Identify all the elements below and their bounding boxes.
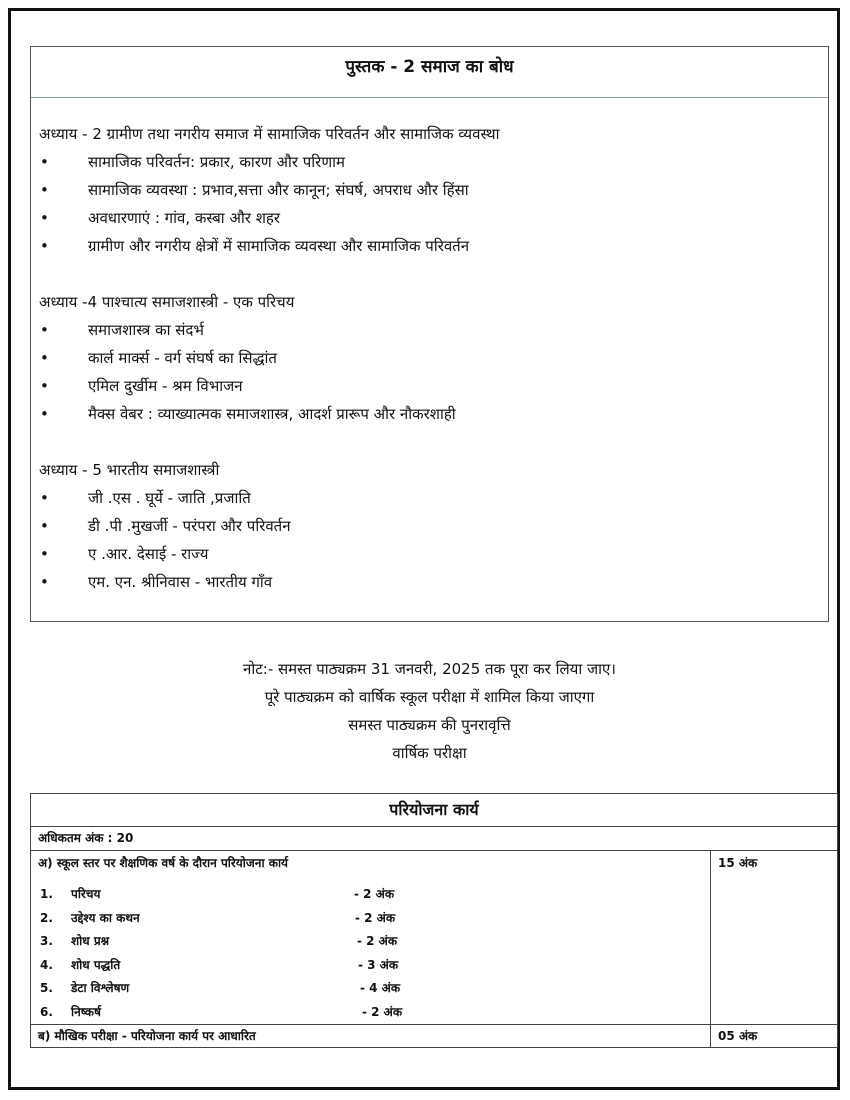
project-table — [30, 793, 838, 1048]
list-item — [39, 540, 828, 568]
bullet-icon: • — [40, 181, 49, 199]
topic-text: अवधारणाएं : गांव, कस्बा और शहर — [88, 209, 280, 227]
item-number: 4. — [40, 957, 53, 972]
chapter-topic-list — [39, 148, 828, 260]
list-item — [38, 930, 703, 954]
item-number: 3. — [40, 934, 53, 948]
book-box — [30, 46, 829, 622]
list-item — [38, 1001, 703, 1025]
chapter-title: अध्याय -4 पाश्चात्य समाजशास्त्री - एक परिचय — [39, 293, 295, 311]
book-title: पुस्तक - 2 समाज का बोध — [31, 47, 828, 98]
topic-text: डी .पी .मुखर्जी - परंपरा और परिवर्तन — [88, 517, 291, 535]
item-number: 5. — [40, 981, 53, 995]
item-marks: - 4 अंक — [360, 981, 401, 995]
list-item — [39, 176, 828, 204]
bullet-icon: • — [40, 153, 49, 171]
bullet-icon: • — [40, 237, 49, 255]
list-item — [38, 977, 703, 1001]
chapter-title: अध्याय - 2 ग्रामीण तथा नगरीय समाज में सामाजिक परिवर्तन और सामाजिक व्यवस्था — [39, 125, 500, 143]
list-item — [38, 954, 703, 978]
topic-text: कार्ल मार्क्स - वर्ग संघर्ष का सिद्धांत — [88, 349, 277, 367]
bullet-icon: • — [40, 209, 49, 227]
topic-text: सामाजिक परिवर्तन: प्रकार, कारण और परिणाम — [88, 153, 346, 171]
item-number: 2. — [40, 910, 53, 925]
bullet-icon: • — [40, 545, 49, 563]
item-number: 6. — [40, 1004, 53, 1019]
chapter-5 — [39, 456, 828, 596]
project-title: परियोजना कार्य — [31, 794, 838, 827]
topic-text: ए .आर. देसाई - राज्य — [88, 545, 209, 563]
chapter-4 — [39, 288, 828, 428]
item-label: शोध प्रश्न — [71, 934, 110, 948]
bullet-icon: • — [40, 405, 49, 423]
topic-text: एमिल दुर्खीम - श्रम विभाजन — [88, 377, 243, 395]
school-project-cell — [31, 851, 711, 1025]
topic-text: एम. एन. श्रीनिवास - भारतीय गाँव — [88, 573, 273, 591]
school-project-heading: अ) स्कूल स्तर पर शैक्षणिक वर्ष के दौरान परियोजना कार्य — [38, 856, 289, 870]
oral-exam-marks: 05 अंक — [711, 1025, 838, 1048]
notes-block — [30, 655, 829, 767]
list-item — [39, 148, 828, 176]
bullet-icon: • — [40, 489, 49, 507]
bullet-icon: • — [40, 573, 49, 591]
topic-text: जी .एस . घूर्ये - जाति ,प्रजाति — [88, 489, 251, 507]
list-item — [39, 512, 828, 540]
list-item — [39, 316, 828, 344]
chapter-topic-list — [39, 484, 828, 596]
list-item — [39, 484, 828, 512]
list-item — [39, 568, 828, 596]
list-item — [39, 204, 828, 232]
project-item-list — [38, 883, 703, 1024]
item-label: परिचय — [71, 887, 101, 901]
topic-text: समाजशास्त्र का संदर्भ — [88, 321, 204, 339]
item-marks: - 2 अंक — [362, 1004, 403, 1019]
list-item — [39, 372, 828, 400]
item-label: डेटा विश्लेषण — [71, 981, 130, 995]
list-item — [39, 344, 828, 372]
school-marks-cell — [711, 851, 838, 1025]
school-marks: 15 अंक — [718, 856, 758, 870]
note-line: नोट:- समस्त पाठ्यक्रम 31 जनवरी, 2025 तक पूरा कर लिया जाए। — [243, 660, 616, 678]
item-number: 1. — [40, 887, 53, 901]
item-label: उद्देश्य का कथन — [71, 910, 140, 925]
item-label: निष्कर्ष — [71, 1004, 101, 1019]
item-marks: - 3 अंक — [358, 957, 399, 972]
bullet-icon: • — [40, 377, 49, 395]
chapter-topic-list — [39, 316, 828, 428]
book-body — [31, 98, 828, 596]
note-line: पूरे पाठ्यक्रम को वार्षिक स्कूल परीक्षा में शामिल किया जाएगा — [264, 688, 595, 706]
oral-exam-label: ब) मौखिक परीक्षा - परियोजना कार्य पर आधारित — [31, 1025, 711, 1048]
note-line: समस्त पाठ्यक्रम की पुनरावृत्ति — [348, 716, 511, 734]
bullet-icon: • — [40, 349, 49, 367]
max-marks: अधिकतम अंक : 20 — [31, 827, 838, 851]
bullet-icon: • — [40, 517, 49, 535]
list-item — [39, 400, 828, 428]
item-marks: - 2 अंक — [354, 887, 395, 901]
chapter-2 — [39, 120, 828, 260]
list-item — [39, 232, 828, 260]
list-item — [38, 907, 703, 931]
item-marks: - 2 अंक — [357, 934, 398, 948]
item-marks: - 2 अंक — [355, 910, 396, 925]
topic-text: ग्रामीण और नगरीय क्षेत्रों में सामाजिक व्यवस्था और सामाजिक परिवर्तन — [88, 237, 470, 255]
topic-text: सामाजिक व्यवस्था : प्रभाव,सत्ता और कानून; संघर्ष, अपराध और हिंसा — [88, 181, 469, 199]
topic-text: मैक्स वेबर : व्याख्यात्मक समाजशास्त्र, आदर्श प्रारूप और नौकरशाही — [88, 405, 456, 423]
note-line: वार्षिक परीक्षा — [392, 744, 467, 762]
chapter-title: अध्याय - 5 भारतीय समाजशास्त्री — [39, 461, 220, 479]
item-label: शोध पद्धति — [71, 957, 121, 972]
list-item — [38, 883, 703, 907]
bullet-icon: • — [40, 321, 49, 339]
